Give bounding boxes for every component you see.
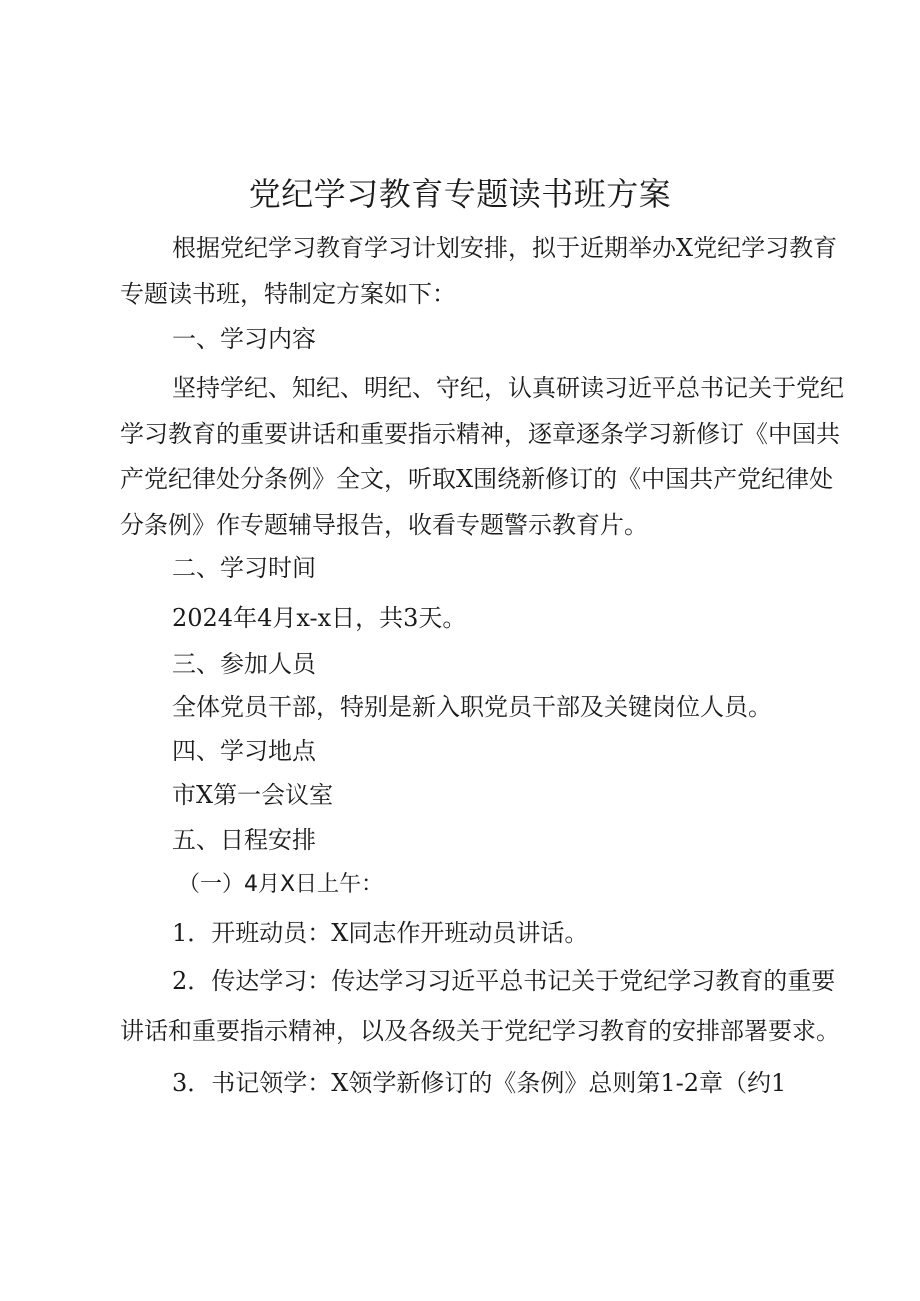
content-line-2: 学习教育的重要讲话和重要指示精神，逐章逐条学习新修订《中国共 [120, 420, 840, 448]
schedule-item-2-line-1: 2．传达学习：传达学习习近平总书记关于党纪学习教育的重要 [172, 967, 836, 995]
schedule-item-1: 1．开班动员：X同志作开班动员讲话。 [172, 919, 589, 947]
intro-line-2: 专题读书班，特制定方案如下： [120, 280, 456, 308]
schedule-subheading: （一）4月X日上午： [178, 872, 384, 897]
section-heading-time: 二、学习时间 [172, 554, 316, 582]
content-line-3: 产党纪律处分条例》全文，听取X围绕新修订的《中国共产党纪律处 [120, 465, 834, 493]
section-heading-content: 一、学习内容 [172, 325, 316, 353]
location-line: 市X第一会议室 [172, 781, 334, 809]
time-line: 2024年4月x-x日，共3天。 [172, 604, 467, 632]
schedule-item-3: 3．书记领学：X领学新修订的《条例》总则第1-2章（约1 [172, 1069, 787, 1097]
section-heading-participants: 三、参加人员 [172, 650, 316, 678]
participants-line: 全体党员干部，特别是新入职党员干部及关键岗位人员。 [172, 693, 772, 721]
intro-line-1: 根据党纪学习教育学习计划安排，拟于近期举办X党纪学习教育 [172, 234, 838, 262]
content-line-4: 分条例》作专题辅导报告，收看专题警示教育片。 [120, 511, 648, 539]
content-line-1: 坚持学纪、知纪、明纪、守纪，认真研读习近平总书记关于党纪 [172, 374, 844, 402]
section-heading-schedule: 五、日程安排 [172, 826, 316, 854]
schedule-item-2-line-2: 讲话和重要指示精神，以及各级关于党纪学习教育的安排部署要求。 [120, 1017, 840, 1045]
document-title: 党纪学习教育专题读书班方案 [248, 175, 672, 213]
section-heading-location: 四、学习地点 [172, 737, 316, 765]
